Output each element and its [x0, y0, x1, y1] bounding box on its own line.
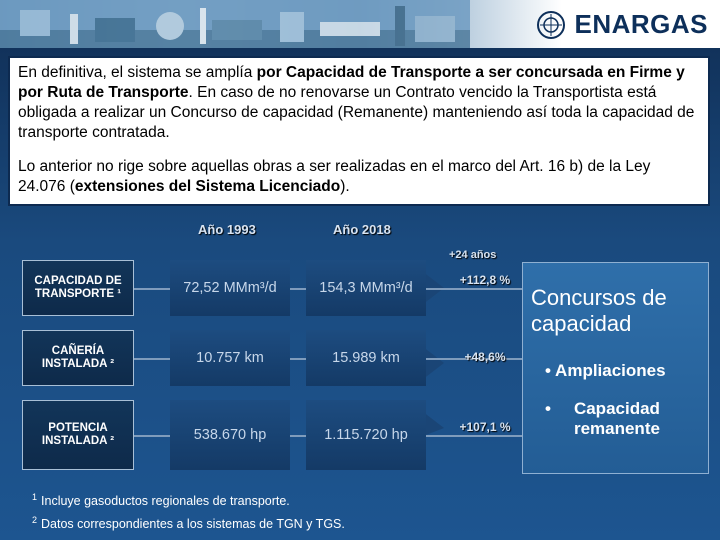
footnote-2: $^2$ Datos correspondientes a los sistemas de TGN y TGS.	[32, 515, 345, 532]
value-2018: 154,3 MMm³/d	[306, 260, 426, 316]
value-2018: 1.115.720 hp	[306, 400, 426, 470]
bullet-label: Ampliaciones	[555, 361, 666, 380]
bullet-label: Capacidad remanente	[573, 399, 660, 438]
intro-text-box	[8, 56, 710, 206]
bullet-capacidad-remanente: • Capacidad remanente	[545, 399, 705, 439]
row-label: CAPACIDAD DE TRANSPORTE ¹	[22, 260, 134, 316]
row-label: POTENCIA INSTALADA ²	[22, 400, 134, 470]
value-1993: 538.670 hp	[170, 400, 290, 470]
intro-paragraph-2: Lo anterior no rige sobre aquellas obras a ser realizadas en el marco del Art. 16 b) de la Ley 24.076 (extensiones del Sistema Licenciado).	[18, 158, 651, 195]
side-panel-title: Concursos de capacidad	[531, 285, 667, 336]
top-banner	[0, 0, 720, 48]
period-label: +24 años	[449, 249, 497, 261]
column-header-2018: Año 2018	[333, 222, 391, 237]
side-panel	[522, 262, 709, 474]
intro-paragraph-1: En definitiva, el sistema se amplía por Capacidad de Transporte a ser concursada en Firme y por Ruta de Transporte. En caso de no renovarse un Contrato vencido la Transportista está obligada a realizar un Concurso de capacidad (Remanente) manteniendo así toda la capacidad de transporte contratada.	[18, 64, 695, 141]
enargas-logo	[536, 9, 708, 40]
growth-percentage: +107,1 %	[459, 420, 511, 434]
growth-percentage: +48,6%	[464, 350, 506, 364]
value-2018: 15.989 km	[306, 330, 426, 386]
column-header-1993: Año 1993	[198, 222, 256, 237]
value-1993: 10.757 km	[170, 330, 290, 386]
growth-percentage: +112,8 %	[459, 273, 511, 287]
row-label: CAÑERÍA INSTALADA ²	[22, 330, 134, 386]
footnote-1: $^1$ Incluye gasoductos regionales de transporte.	[32, 492, 290, 509]
value-1993: 72,52 MMm³/d	[170, 260, 290, 316]
header-photo-strip	[0, 0, 470, 48]
logo-text: ENARGAS	[574, 9, 708, 39]
bullet-ampliaciones: • Ampliaciones	[545, 361, 666, 380]
argentina-seal-icon	[536, 10, 566, 40]
